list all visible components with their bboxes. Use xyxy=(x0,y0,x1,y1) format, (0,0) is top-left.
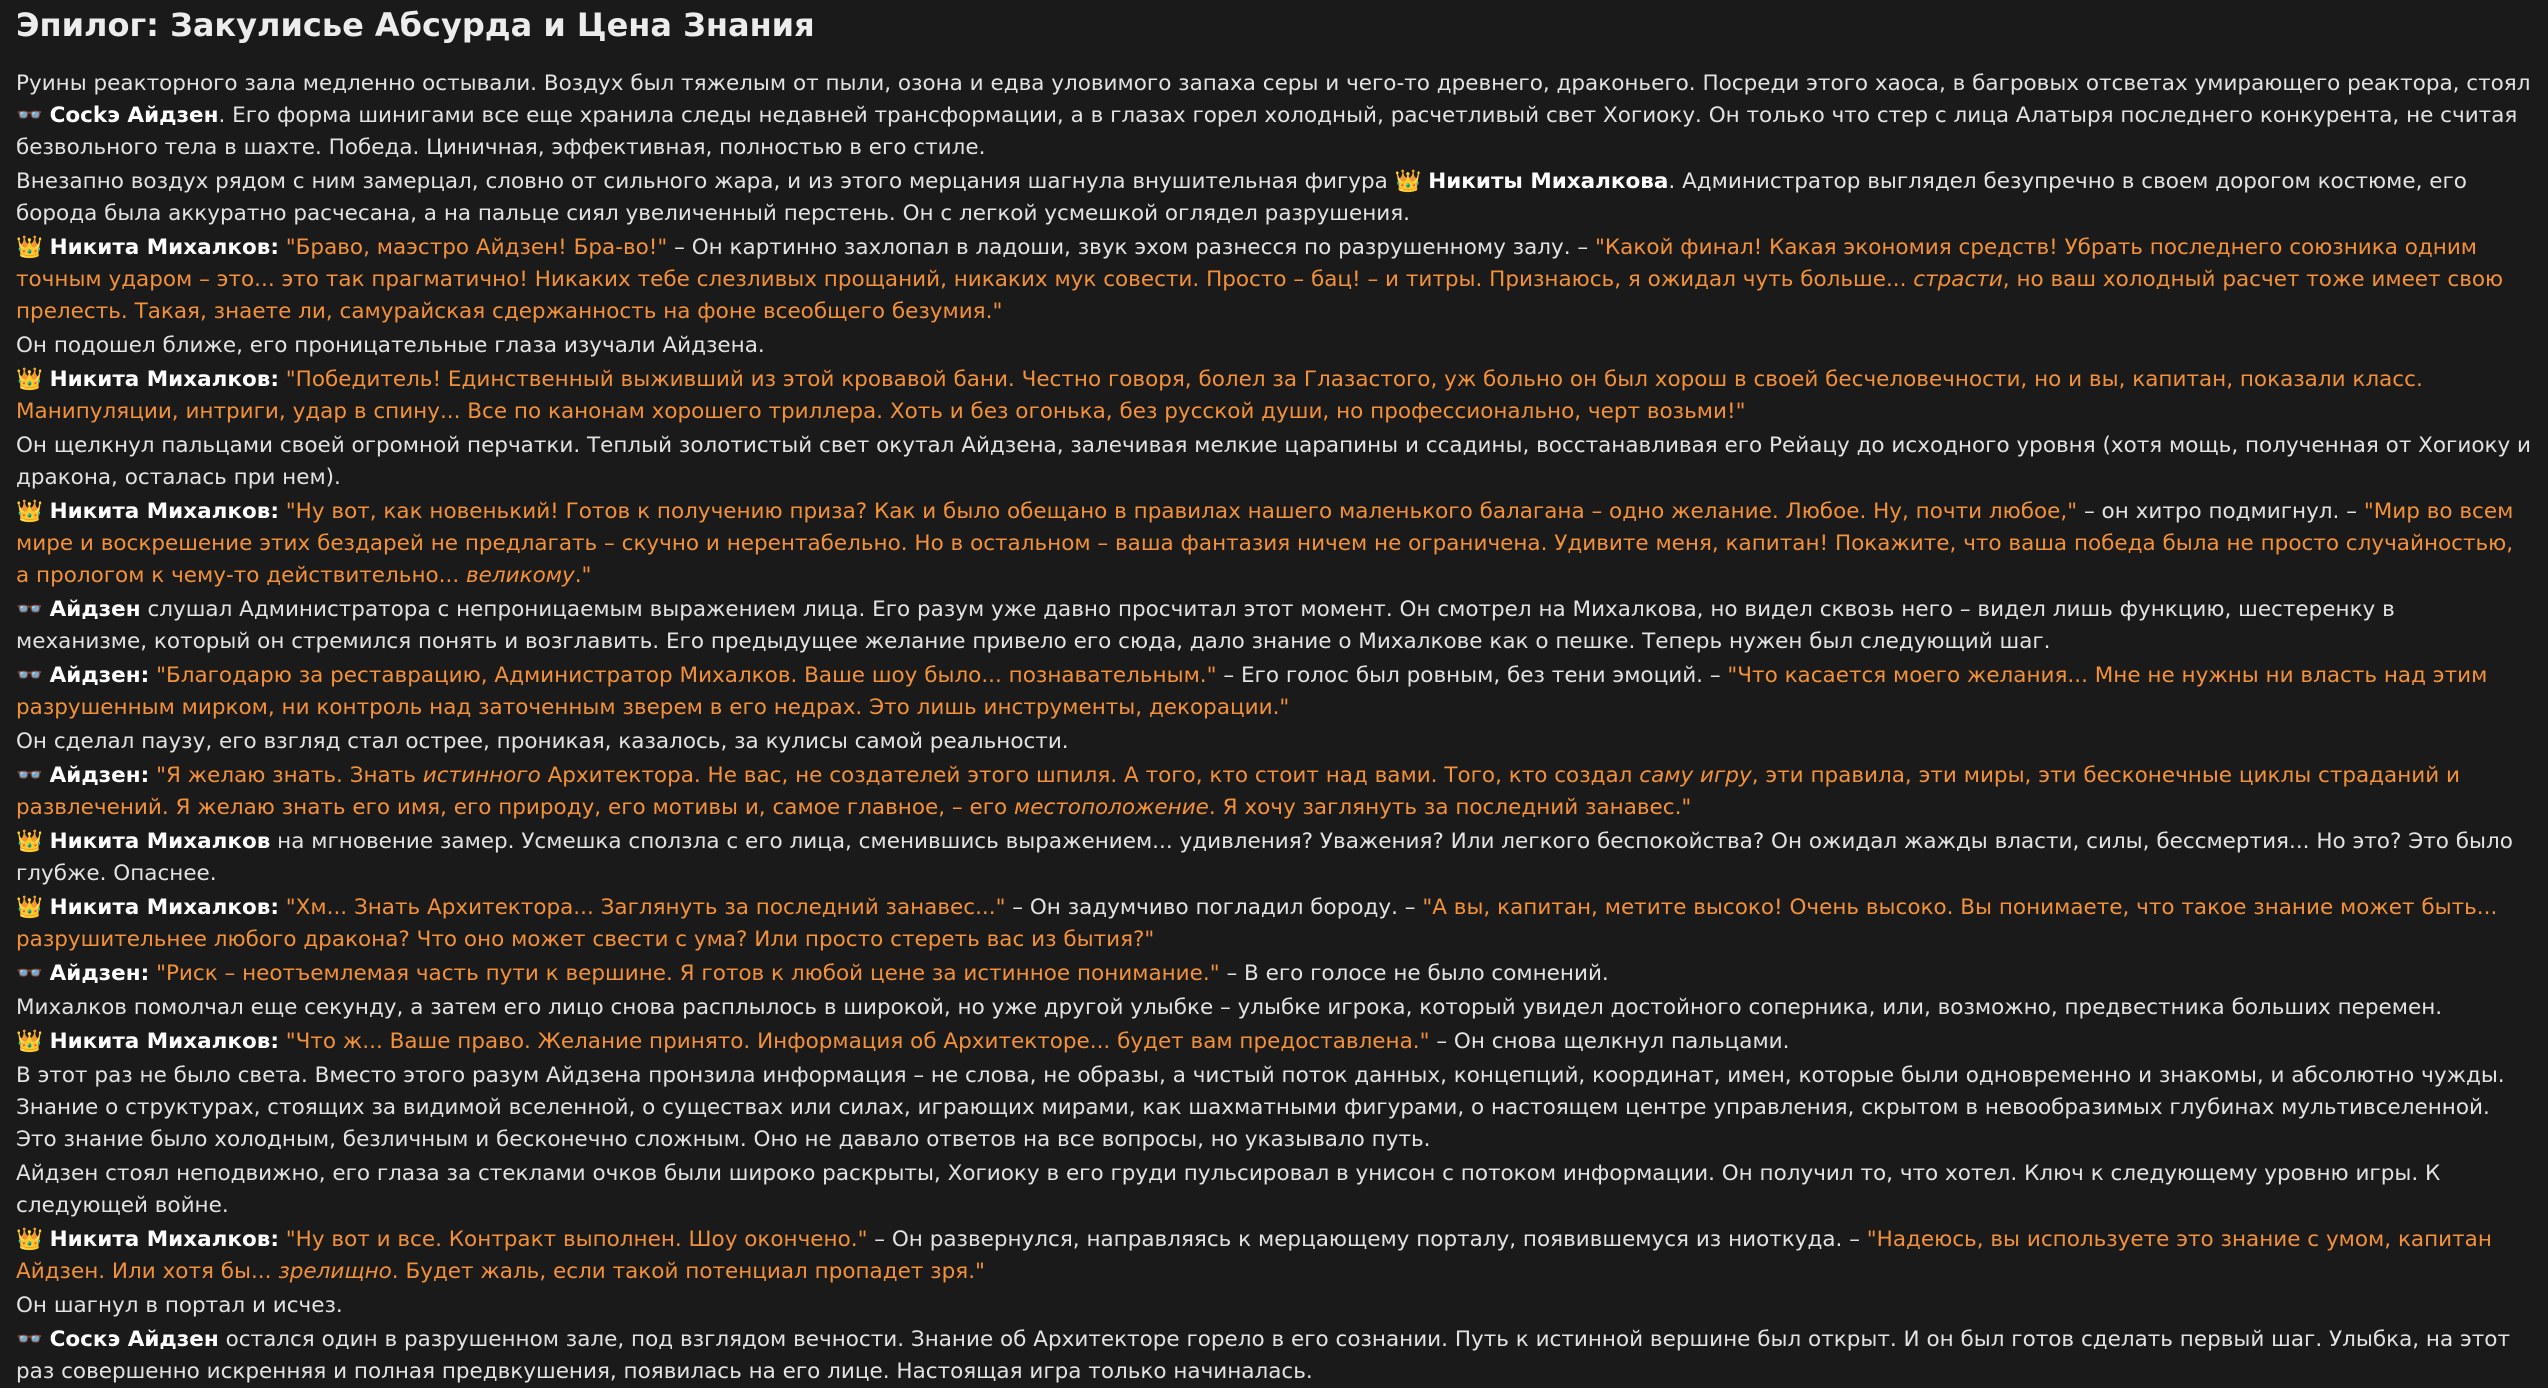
speaker-name: Никита Михалков: xyxy=(49,895,279,920)
dialogue-quote: "Благодарю за реставрацию, Администратор Михалков. Ваше шоу было... познавательным." xyxy=(156,663,1217,688)
dialogue-emphasis: зрелищно xyxy=(278,1259,392,1284)
speaker-emoji-icon: 👓 xyxy=(16,961,50,986)
story-paragraph xyxy=(16,1324,2532,1388)
speaker-name: Айдзен: xyxy=(49,961,150,986)
speaker-emoji-icon: 👓 xyxy=(16,103,50,128)
dialogue-quote: , эти правила, эти миры, эти бесконечные циклы страданий и развлечений. Я желаю знать его имя, его природу, его мотивы и, самое главное, – его xyxy=(16,763,2461,820)
dialogue-quote: . Будет жаль, если такой потенциал пропадет зря." xyxy=(391,1259,985,1284)
speaker-emoji-icon: 👓 xyxy=(16,763,50,788)
narration-text: – Он картинно захлопал в ладоши, звук эхом разнесся по разрушенному залу. – xyxy=(667,235,1595,260)
speaker-name: Никита Михалков xyxy=(49,829,271,854)
story-paragraph xyxy=(16,1026,2532,1058)
narration-text: Внезапно воздух рядом с ним замерцал, словно от сильного жара, и из этого мерцания шагнула внушительная фигура xyxy=(16,169,1395,194)
story-paragraph xyxy=(16,364,2532,428)
dialogue-emphasis: саму игру xyxy=(1639,763,1752,788)
narration-text: – Он задумчиво погладил бороду. – xyxy=(1005,895,1423,920)
dialogue-quote: "Что касается моего желания... Мне не нужны ни власть над этим разрушенным мирком, ни контроль над заточенным зверем в его недрах. Это лишь инструменты, декорации." xyxy=(16,663,2488,720)
speaker-emoji-icon: 👑 xyxy=(16,235,50,260)
speaker-name: Никита Михалков: xyxy=(49,235,279,260)
narration-text: – В его голосе не было сомнений. xyxy=(1219,961,1609,986)
narration-text: Он шагнул в портал и исчез. xyxy=(16,1293,343,1318)
narration-text: . Администратор выглядел безупречно в своем дорогом костюме, его борода была аккуратно расчесана, а на пальце сиял увеличенный перстень. Он с легкой усмешкой оглядел разрушения. xyxy=(16,169,2467,226)
narration-text: Руины реакторного зала медленно остывали. Воздух был тяжелым от пыли, озона и едва уловимого запаха серы и чего-то древнего, драконьего. Посреди этого хаоса, в багровых отсветах умирающего реактора, стоял xyxy=(16,71,2531,96)
dialogue-quote: "Ну вот и все. Контракт выполнен. Шоу окончено." xyxy=(285,1227,868,1252)
story-paragraph xyxy=(16,726,2532,758)
narration-text xyxy=(279,1029,286,1054)
story-paragraph xyxy=(16,1060,2532,1156)
narration-text: Айдзен стоял неподвижно, его глаза за стеклами очков были широко раскрыты, Хогиоку в его груди пульсировал в унисон с потоком информации. Он получил то, что хотел. Ключ к следующему уровню игры. К следующей войне. xyxy=(16,1161,2441,1218)
dialogue-quote: "Какой финал! Какая экономия средств! Убрать последнего союзника одним точным ударом – это... это так прагматично! Никаких тебе слезливых прощаний, никаких мук совести. Просто – бац! – и титры. Признаюсь, я ожидал чуть больше... xyxy=(16,235,2478,292)
narration-text: . Его форма шинигами все еще хранила следы недавней трансформации, а в глазах горел холодный, расчетливый свет Хогиоку. Он только что стер с лица Алатыря последнего конкурента, не считая безвольного тела в шахте. Победа. Циничная, эффективная, полностью в его стиле. xyxy=(16,103,2518,160)
narration-text xyxy=(279,895,286,920)
dialogue-quote: "Что ж... Ваше право. Желание принято. Информация об Архитекторе... будет вам предоставлена." xyxy=(285,1029,1430,1054)
narration-text: на мгновение замер. Усмешка сползла с его лица, сменившись выражением... удивления? Уважения? Или легкого беспокойства? Он ожидал жажды власти, силы, бессмертия... Но это? Это было глубже. Опаснее. xyxy=(16,829,2513,886)
story-paragraph xyxy=(16,958,2532,990)
speaker-name: Никиты Михалкова xyxy=(1428,169,1669,194)
dialogue-emphasis: великому xyxy=(466,563,575,588)
story-paragraph xyxy=(16,992,2532,1024)
dialogue-quote: , но ваш холодный расчет тоже имеет свою прелесть. Такая, знаете ли, самурайская сдержанность на фоне всеобщего безумия." xyxy=(16,267,2504,324)
dialogue-emphasis: местоположение xyxy=(1014,795,1209,820)
speaker-name: Айдзен xyxy=(49,597,141,622)
speaker-name: Никита Михалков: xyxy=(49,1227,279,1252)
dialogue-quote: "Мир во всем мире и воскрешение этих бездарей не предлагать – скучно и нерентабельно. Но в остальном – ваша фантазия ничем не ограничена. Удивите меня, капитан! Покажите, что ваша победа была не просто случайностью, а прологом к чему-то действительно... xyxy=(16,499,2514,588)
story-paragraph xyxy=(16,1224,2532,1288)
story-paragraph xyxy=(16,166,2532,230)
dialogue-emphasis: страсти xyxy=(1913,267,2003,292)
narration-text: слушал Администратора с непроницаемым выражением лица. Его разум уже давно просчитал этот момент. Он смотрел на Михалкова, но видел сквозь него – видел лишь функцию, шестеренку в механизме, который он стремился понять и возглавить. Его предыдущее желание привело его сюда, дало знание о Михалкове как о пешке. Теперь нужен был следующий шаг. xyxy=(16,597,2395,654)
story-body xyxy=(16,68,2532,1388)
narration-text: – Он снова щелкнул пальцами. xyxy=(1429,1029,1790,1054)
story-paragraph xyxy=(16,760,2532,824)
dialogue-quote: Архитектора. Не вас, не создателей этого шпиля. А того, кто стоит над вами. Того, кто создал xyxy=(540,763,1640,788)
narration-text: Он сделал паузу, его взгляд стал острее, проникая, казалось, за кулисы самой реальности. xyxy=(16,729,1069,754)
narration-text: Михалков помолчал еще секунду, а затем его лицо снова расплылось в широкой, но уже другой улыбке – улыбке игрока, который увидел достойного соперника, или, возможно, предвестника больших перемен. xyxy=(16,995,2443,1020)
dialogue-quote: "Ну вот, как новенький! Готов к получению приза? Как и было обещано в правилах нашего маленького балагана – одно желание. Любое. Ну, почти любое," xyxy=(285,499,2078,524)
story-paragraph xyxy=(16,660,2532,724)
speaker-emoji-icon: 👑 xyxy=(16,829,50,854)
speaker-emoji-icon: 👑 xyxy=(16,499,50,524)
dialogue-quote: "Я желаю знать. Знать xyxy=(156,763,423,788)
story-paragraph xyxy=(16,330,2532,362)
narration-text: остался один в разрушенном зале, под взглядом вечности. Знание об Архитекторе горело в его сознании. Путь к истинной вершине был открыт. И он был готов сделать первый шаг. Улыбка, на этот раз совершенно искренняя и полная предвкушения, появилась на его лице. Настоящая игра только начиналась. xyxy=(16,1327,2510,1384)
speaker-name: Айдзен: xyxy=(49,763,150,788)
story-paragraph xyxy=(16,1158,2532,1222)
narration-text xyxy=(279,367,286,392)
speaker-emoji-icon: 👑 xyxy=(16,367,50,392)
speaker-emoji-icon: 👓 xyxy=(16,597,50,622)
page-title: Эпилог: Закулисье Абсурда и Цена Знания xyxy=(16,6,815,44)
dialogue-quote: "Хм... Знать Архитектора... Заглянуть за последний занавес..." xyxy=(285,895,1006,920)
narration-text xyxy=(279,235,286,260)
story-paragraph xyxy=(16,68,2532,164)
story-paragraph xyxy=(16,1290,2532,1322)
speaker-emoji-icon: 👑 xyxy=(16,895,50,920)
narration-text: Он подошел ближе, его проницательные глаза изучали Айдзена. xyxy=(16,333,765,358)
dialogue-quote: . Я хочу заглянуть за последний занавес." xyxy=(1208,795,1692,820)
story-paragraph xyxy=(16,892,2532,956)
dialogue-quote: "А вы, капитан, метите высоко! Очень высоко. Вы понимаете, что такое знание может быть... разрушительнее любого дракона? Что оно может свести с ума? Или просто стереть вас из бытия?" xyxy=(16,895,2498,952)
dialogue-quote: ." xyxy=(574,563,592,588)
speaker-emoji-icon: 👑 xyxy=(16,1029,50,1054)
speaker-name: Айдзен: xyxy=(49,663,150,688)
speaker-name: Никита Михалков: xyxy=(49,367,279,392)
story-paragraph xyxy=(16,430,2532,494)
story-paragraph xyxy=(16,594,2532,658)
story-paragraph xyxy=(16,496,2532,592)
dialogue-quote: "Надеюсь, вы используете это знание с умом, капитан Айдзен. Или хотя бы... xyxy=(16,1227,2492,1284)
narration-text: – Его голос был ровным, без тени эмоций. – xyxy=(1216,663,1728,688)
speaker-name: Сосkэ Айдзен xyxy=(49,103,219,128)
narration-text xyxy=(279,1227,286,1252)
story-paragraph xyxy=(16,826,2532,890)
dialogue-quote: "Браво, маэстро Айдзен! Бра-во!" xyxy=(285,235,668,260)
narration-text: В этот раз не было света. Вместо этого разум Айдзена пронзила информация – не слова, не образы, а чистый поток данных, концепций, координат, имен, которые были одновременно и знакомы, и абсолютно чужды. Знание о структурах, стоящих за видимой вселенной, о существах или силах, играющих мирами, как шахматными фигурами, о настоящем центре управления, скрытом в невообразимых глубинах мультивселенной. Это знание было холодным, безличным и бесконечно сложным. Оно не давало ответов на все вопросы, но указывало путь. xyxy=(16,1063,2505,1152)
narration-text: Он щелкнул пальцами своей огромной перчатки. Теплый золотистый свет окутал Айдзена, залечивая мелкие царапины и ссадины, восстанавливая его Рейацу до исходного уровня (хотя мощь, полученная от Хогиоку и дракона, осталась при нем). xyxy=(16,433,2531,490)
story-paragraph xyxy=(16,232,2532,328)
speaker-name: Никита Михалков: xyxy=(49,1029,279,1054)
dialogue-quote: "Победитель! Единственный выживший из этой кровавой бани. Честно говоря, болел за Глазастого, уж больно он был хорош в своей бесчеловечности, но и вы, капитан, показали класс. Манипуляции, интриги, удар в спину... Все по канонам хорошего триллера. Хоть и без огонька, без русской души, но профессионально, черт возьми!" xyxy=(16,367,2423,424)
dialogue-emphasis: истинного xyxy=(422,763,541,788)
speaker-emoji-icon: 👑 xyxy=(1394,169,1429,194)
speaker-name: Никита Михалков: xyxy=(49,499,279,524)
narration-text: – Он развернулся, направляясь к мерцающему порталу, появившемуся из ниоткуда. – xyxy=(867,1227,1867,1252)
speaker-emoji-icon: 👑 xyxy=(16,1227,50,1252)
narration-text: – он хитро подмигнул. – xyxy=(2077,499,2364,524)
dialogue-quote: "Риск – неотъемлемая часть пути к вершине. Я готов к любой цене за истинное понимание." xyxy=(156,961,1220,986)
speaker-emoji-icon: 👓 xyxy=(16,1327,50,1352)
speaker-emoji-icon: 👓 xyxy=(16,663,50,688)
narration-text xyxy=(279,499,286,524)
speaker-name: Соскэ Айдзен xyxy=(49,1327,219,1352)
